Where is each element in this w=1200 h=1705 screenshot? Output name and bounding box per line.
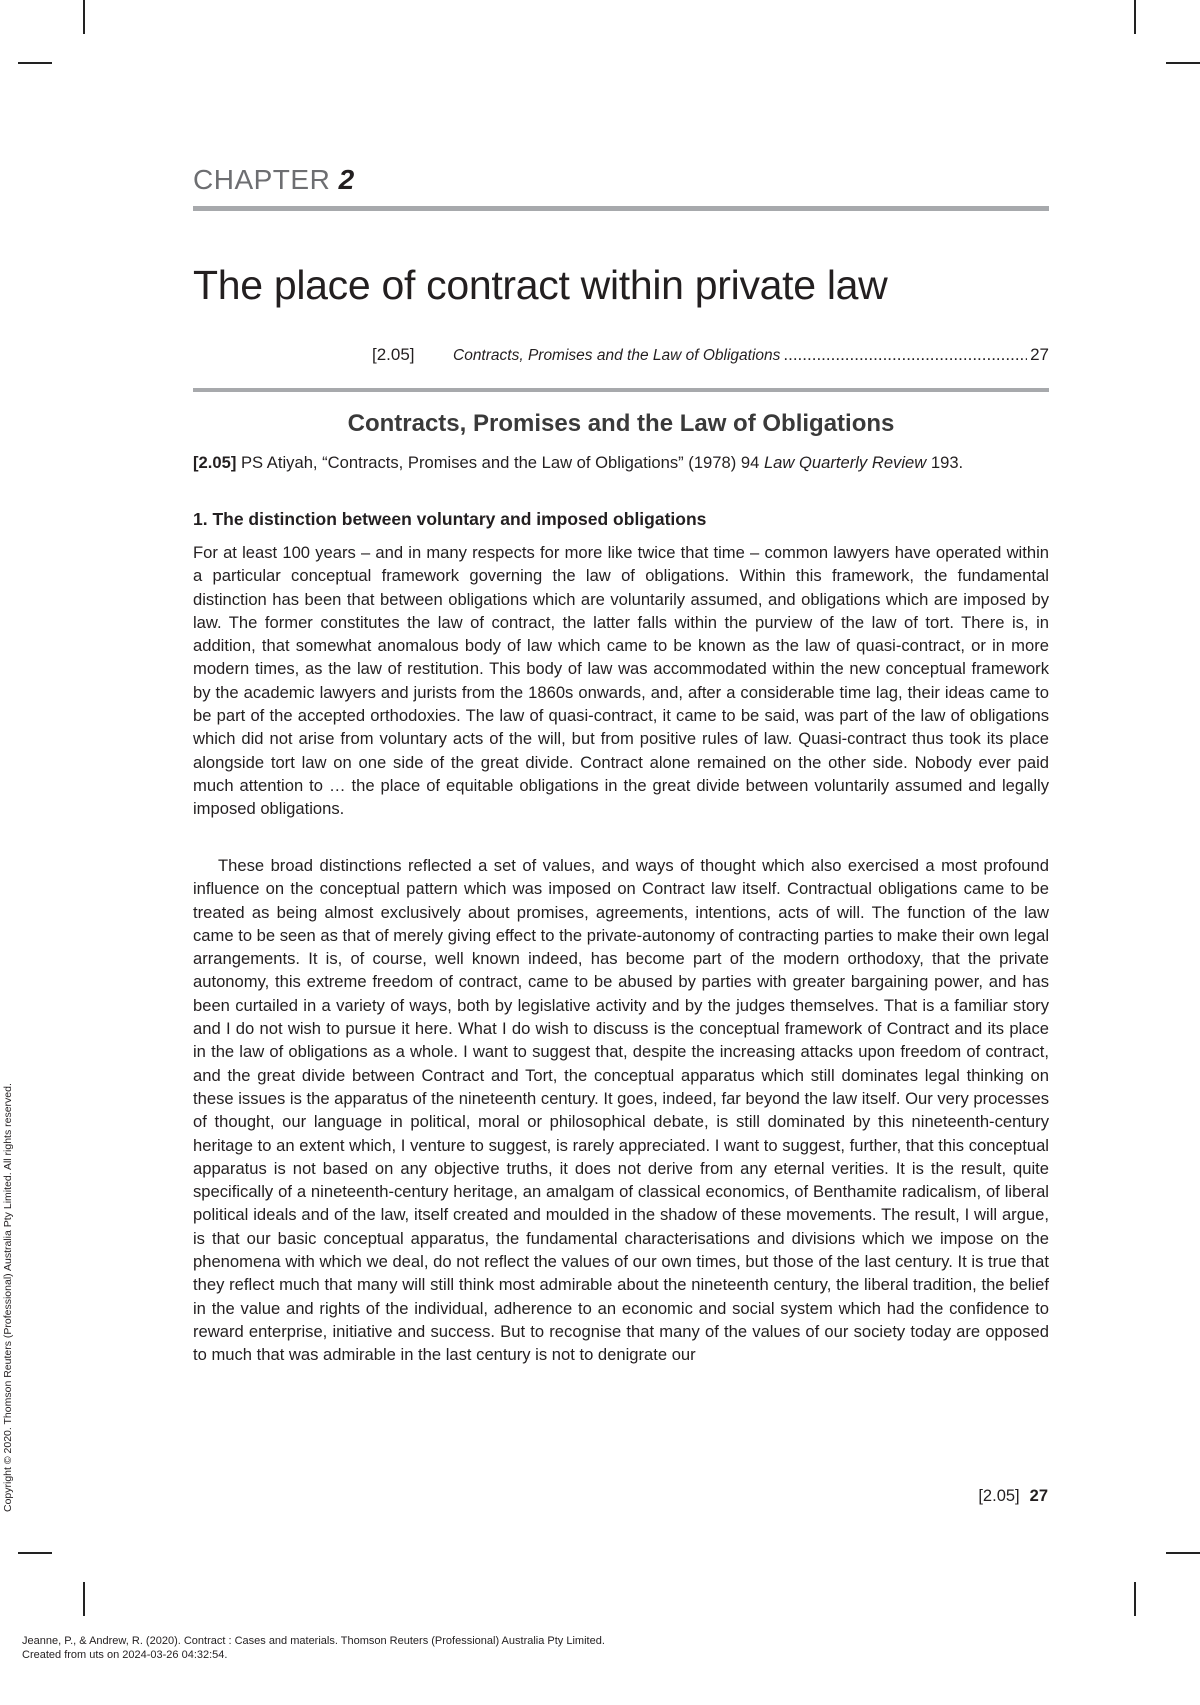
page-footer [978,1487,1048,1506]
paragraph-2: These broad distinctions reflected a set of values, and ways of thought which also exercised a most profound influence on the conceptual pattern which was imposed on Contract law itself. Contractual obligations came to be treated as being almost exclusively about promises, agreements, intentions, acts of will. The function of the law came to be seen as that of merely giving effect to the private-autonomy of contracting parties to make their own legal arrangements. It is, of course, well known indeed, has become part of the modern orthodoxy, that the private autonomy, this extreme freedom of contract, came to be abused by parties with greater bargaining power, and has been curtailed in a variety of ways, both by legislative activity and by the judges themselves. That is a familiar story and I do not wish to pursue it here. What I do wish to discuss is the conceptual framework of Contract and its place in the law of obligations as a whole. I want to suggest that, despite the increasing attacks upon freedom of contract, and the great divide between Contract and Tort, the conceptual apparatus which still dominates legal thinking on these issues is the apparatus of the nineteenth century. It goes, indeed, far beyond the law itself. Our very processes of thought, our language in political, moral or philosophical debate, is still dominated by this nineteenth-century heritage to an extent which, I venture to suggest, is rarely appreciated. I want to suggest, further, that this conceptual apparatus is not based on any objective truths, it does not derive from any eternal verities. It is the result, quite specifically of a nineteenth-century heritage, an amalgam of classical economics, of Benthamite radicalism, of liberal political ideals and of the law, itself created and moulded in the shadow of these movements. The result, I will argue, is that our basic conceptual apparatus, the fundamental characterisations and divisions which we impose on the phenomena with which we deal, do not reflect the values of our own times, but those of the last century. It is true that they reflect much that many will still think most admirable about the nineteenth century, the liberal tradition, the belief in the value and rights of the individual, adherence to an economic and social system which had the confidence to reward enterprise, initiative and success. But to recognise that many of the values of our society today are opposed to much that was admirable in the last century is not to denigrate our [193,856,1049,1365]
page-number: 27 [1029,1487,1048,1505]
chapter-title: The place of contract within private law [193,262,888,308]
toc-entry-page: 27 [1030,345,1049,364]
citation-ref: [2.05] [193,453,237,472]
credit-line-2: Created from uts on 2024-03-26 04:32:54. [22,1649,228,1661]
crop-mark [1166,1552,1200,1554]
citation-journal: Law Quarterly Review [763,453,927,472]
crop-mark [83,0,85,34]
crop-mark [1166,62,1200,64]
credit-line-1: Jeanne, P., & Andrew, R. (2020). Contract : Cases and materials. Thomson Reuters (Professional) Australia Pty Limited. [22,1635,605,1647]
side-copyright: Copyright © 2020. Thomson Reuters (Professional) Australia Pty Limited. All rights reserved. [2,1083,14,1512]
crop-mark [83,1582,85,1616]
citation-credit [22,1634,605,1662]
crop-mark [18,62,52,64]
paragraph-1: For at least 100 years – and in many respects for more like twice that time – common lawyers have operated within a particular conceptual framework governing the law of obligations. Within this framework, the fundamental distinction has been that between obligations which are voluntarily assumed, and obligations which are imposed by law. The former constitutes the law of contract, the latter falls within the purview of the law of tort. There is, in addition, that somewhat anomalous body of law which came to be known as the law of quasi-contract, or in more modern times, as the law of restitution. This body of law was accommodated within the new conceptual framework by the academic lawyers and jurists from the 1860s onwards, and, after a considerable time lag, their ideas came to be part of the accepted orthodoxies. The law of quasi-contract, it came to be said, was part of the law of obligations which did not arise from voluntary acts of the will, but from positive rules of law. Quasi-contract thus took its place alongside tort law on one side of the great divide. Contract alone remained on the other side. Nobody ever paid much attention to … the place of equitable obligations in the great divide between voluntarily assumed and legally imposed obligations. [193,543,1049,819]
toc-entry[interactable] [372,345,1049,365]
crop-mark [1134,1582,1136,1616]
toc-entry-number: [2.05] [372,345,415,364]
extract-citation: [2.05] PS Atiyah, “Contracts, Promises and the Law of Obligations” (1978) 94 Law Quarterly Review 193. [193,453,964,472]
section-heading: Contracts, Promises and the Law of Obligations [347,410,895,437]
chapter-number: 2 [338,164,355,195]
toc-entry-title: Contracts, Promises and the Law of Obligations [453,347,781,364]
chapter-label: CHAPTER 2 [193,164,355,195]
toc-leader-dots [783,345,1027,365]
footer-ref: [2.05] [978,1487,1020,1505]
crop-mark [1134,0,1136,34]
toc-rule [193,388,1049,392]
subheading: 1. The distinction between voluntary and imposed obligations [193,509,707,529]
crop-mark [18,1552,52,1554]
chapter-rule [193,206,1049,211]
